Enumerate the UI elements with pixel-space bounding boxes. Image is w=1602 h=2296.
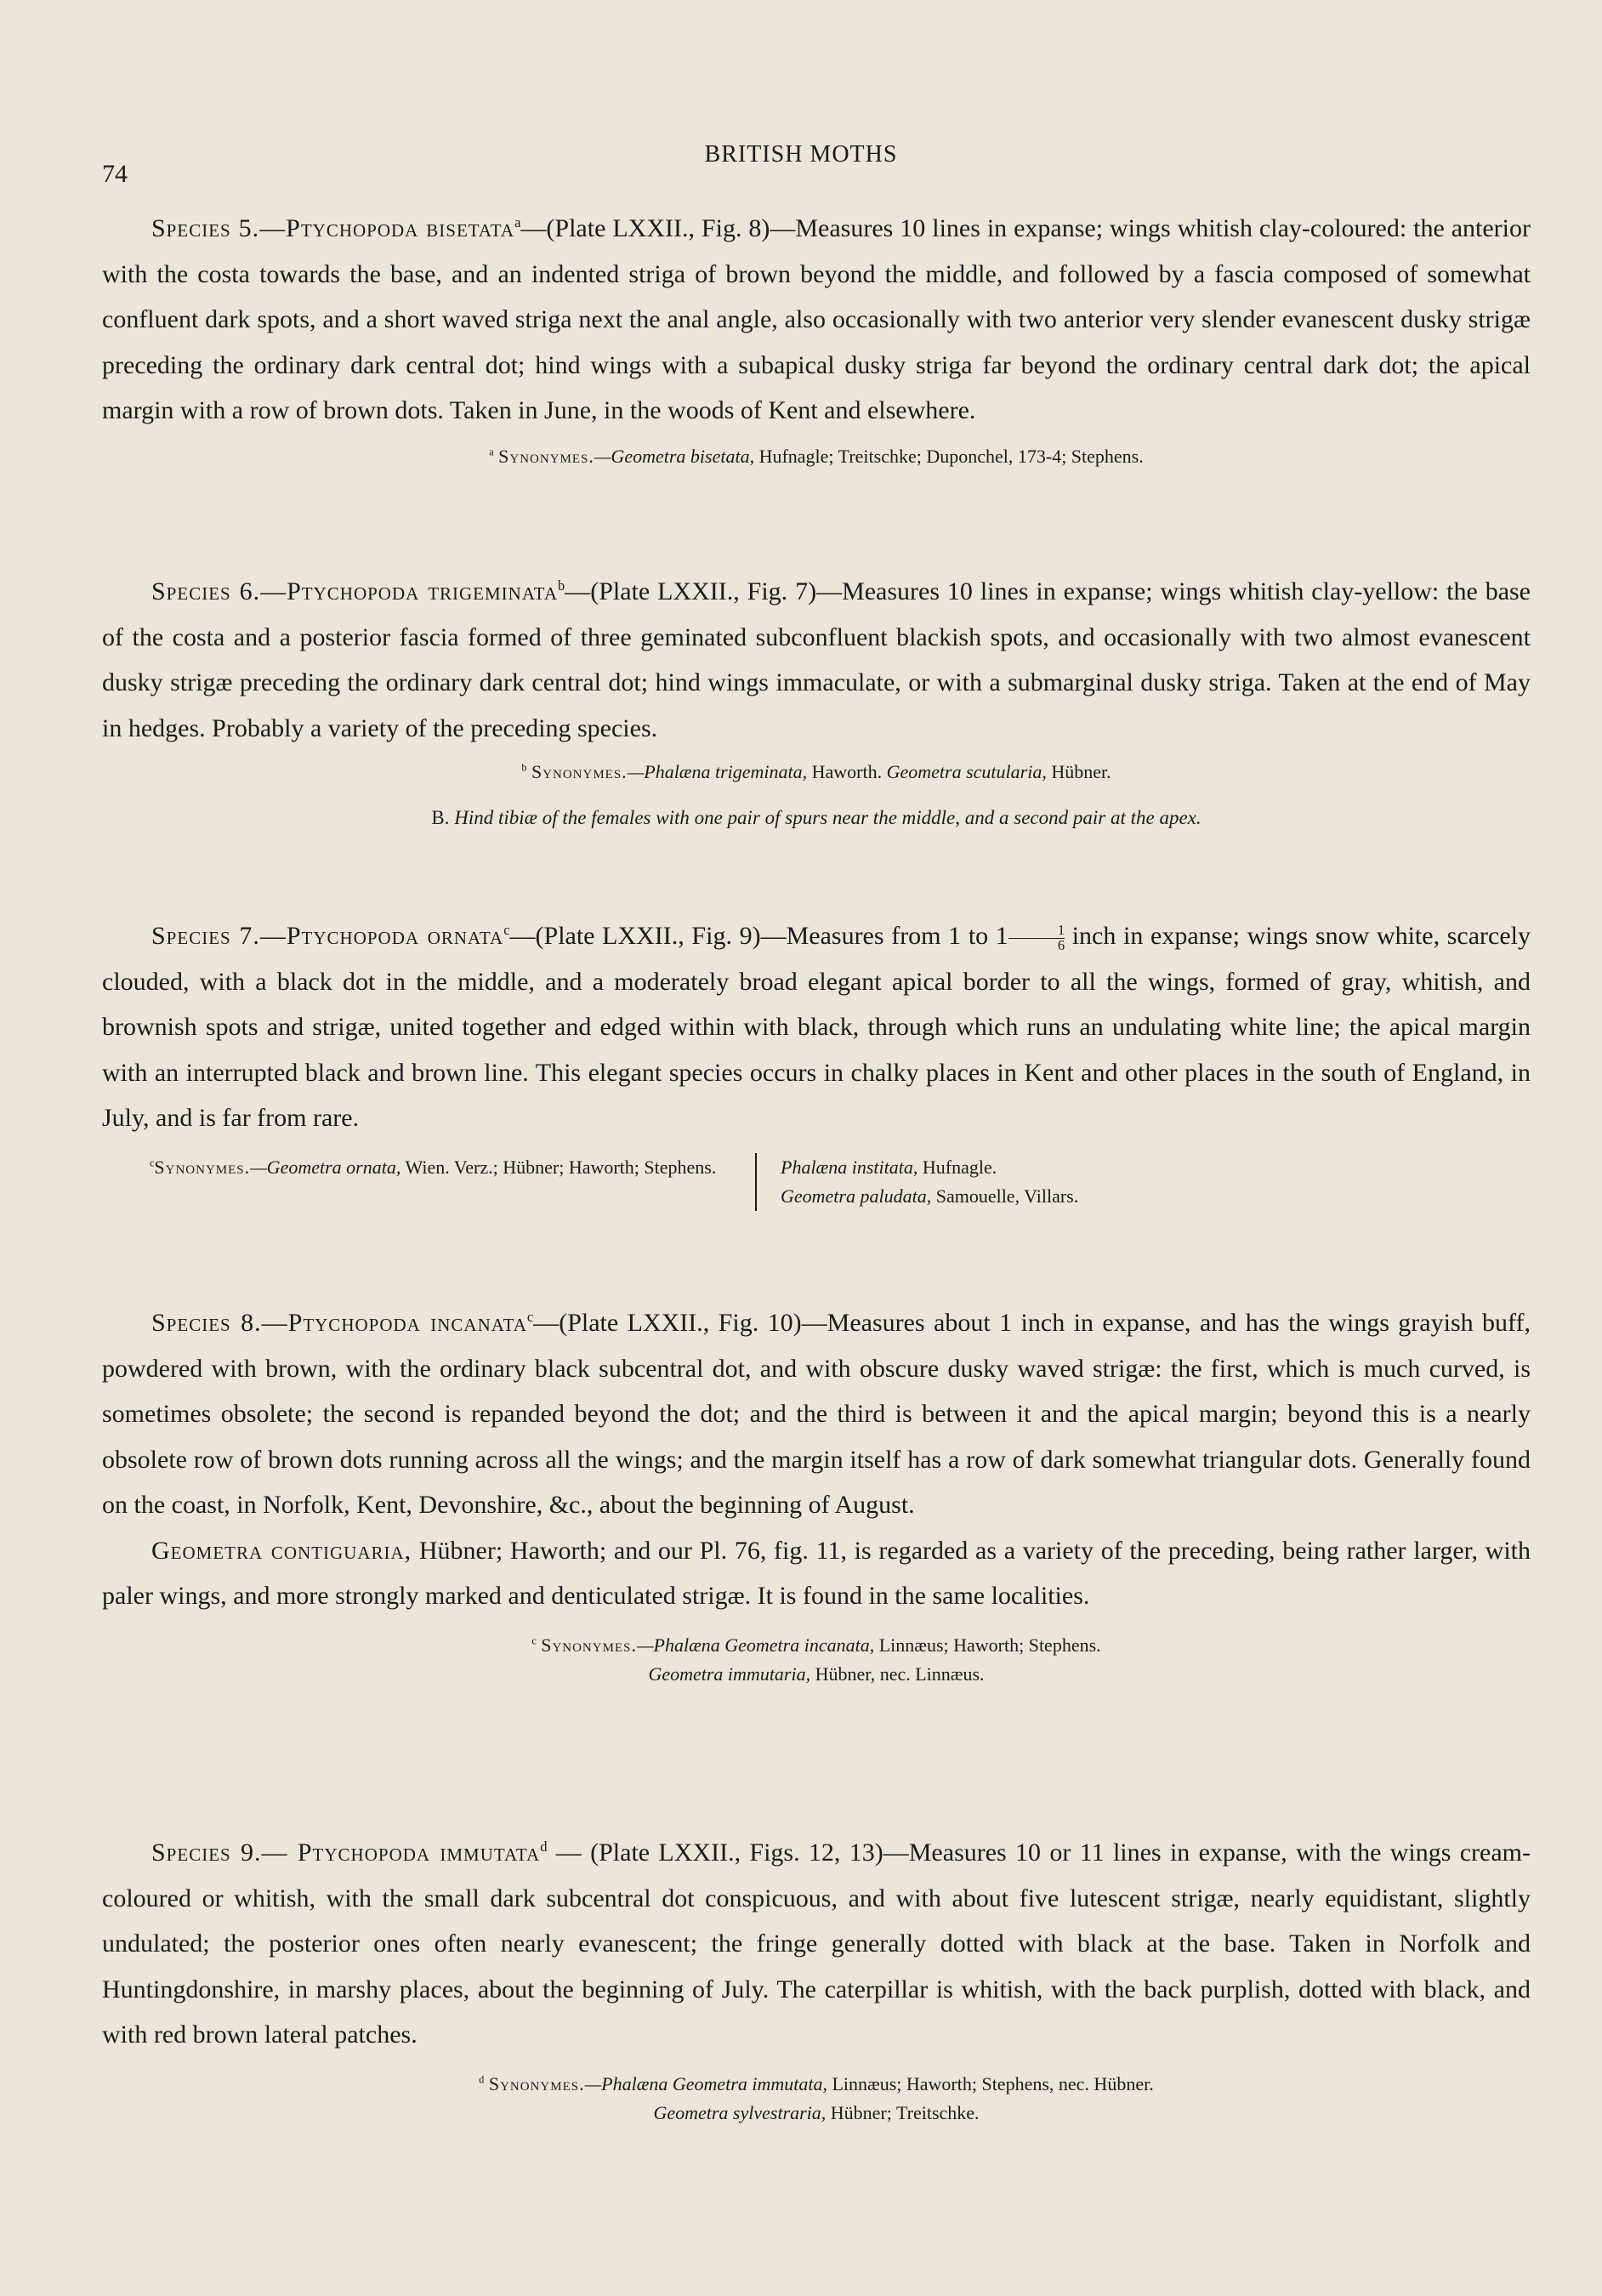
species-9-block xyxy=(102,1830,1531,2128)
page-number: 74 xyxy=(102,160,128,188)
species-5-block xyxy=(102,206,1531,471)
species-6-footnote-mark: b xyxy=(558,577,565,594)
fn-text: Linnæus; Haworth; Stephens. xyxy=(874,1634,1101,1656)
fn-italic: —Phalæna trigeminata, xyxy=(627,761,808,782)
species-6-text: —(Plate LXXII., Fig. 7)—Measures 10 lines in expanse; wings whitish clay-yellow: the base of the costa and a posterior fascia formed of three geminated subconfluent blackish spots, and occasionally with two almost evanescent dusky strigæ preceding the ordinary dark central dot; hind wings immaculate, or with a submarginal dusky striga. Taken at the end of May in hedges. Probably a variety of the preceding species. xyxy=(102,577,1531,742)
species-7-paragraph xyxy=(102,913,1531,1141)
fn-mark: a xyxy=(489,446,494,458)
frac-num: 1 xyxy=(1008,924,1065,939)
section-letter: B. xyxy=(431,807,450,828)
fn-mark: c xyxy=(531,1634,537,1647)
fn-mark: d xyxy=(479,2073,485,2086)
fn-label: Synonymes. xyxy=(154,1156,251,1178)
species-7-text: inch in expanse; wings snow white, scarcely clouded, with a black dot in the middle, and a moderately broad elegant apical border to all the wings, formed of gray, whitish, and brownish spots and strigæ, united together and edged within with black, through which runs an undulating white line; the apical margin with an interrupted black and brown line. This elegant species occurs in chalky places in Kent and other places in the south of England, in July, and is far from rare. xyxy=(102,922,1531,1132)
species-8-block xyxy=(102,1300,1531,1689)
fn-italic: —Phalæna Geometra incanata, xyxy=(636,1634,875,1656)
species-8-variety-paragraph xyxy=(102,1528,1531,1619)
fn-text: Hufnagle. xyxy=(917,1156,997,1178)
species-7-label: Species 7.—Ptychopoda ornata xyxy=(151,922,504,950)
species-9-label: Species 9.— Ptychopoda immutata xyxy=(151,1839,541,1867)
species-8-text: —(Plate LXXII., Fig. 10)—Measures about 1 inch in expanse, and has the wings grayish buff, powdered with brown, with the ordinary black subcentral dot, and with obscure dusky waved strigæ: the first, which is much curved, is sometimes obsolete; the second is repanded beyond the dot; and the third is between it and the apical margin; beyond this is a nearly obsolete row of brown dots running across all the wings; and the margin itself has a row of dark somewhat triangular dots. Generally found on the coast, in Norfolk, Kent, Devonshire, &c., about the beginning of August. xyxy=(102,1309,1531,1519)
species-9-text: — (Plate LXXII., Figs. 12, 13)—Measures 10 or 11 lines in expanse, with the wings cream-coloured or whitish, with the small dark subcentral dot conspicuous, and with about five lutescent strigæ, nearly equidistant, slightly undulated; the posterior ones often nearly evanescent; the fringe generally dotted with black at the base. Taken in Norfolk and Huntingdonshire, in marshy places, about the beginning of July. The caterpillar is whitish, with the back purplish, dotted with black, and with red brown lateral patches. xyxy=(102,1839,1531,2049)
species-9-footnote-mark: d xyxy=(540,1839,548,1855)
fn-text: Wien. Verz.; Hübner; Haworth; Stephens. xyxy=(400,1156,717,1178)
fn-text: Hübner. xyxy=(1046,761,1111,782)
fn-text: Haworth. xyxy=(807,761,887,782)
fn-text: Hübner; Treitschke. xyxy=(826,2101,980,2123)
fn-italic: —Geometra ornata, xyxy=(250,1156,401,1178)
footnote-left xyxy=(102,1153,757,1211)
fn-mark: b xyxy=(521,761,527,774)
fn-italic: —Phalæna Geometra immutata, xyxy=(584,2072,827,2094)
species-5-footnote-mark: a xyxy=(514,214,521,230)
fn-text: Hübner, nec. Linnæus. xyxy=(810,1662,985,1685)
fraction xyxy=(1008,924,1065,952)
species-7-footnote xyxy=(102,1153,1531,1211)
species-8-footnote xyxy=(102,1631,1531,1689)
species-7-footnote-mark: c xyxy=(503,922,510,938)
species-6-paragraph xyxy=(102,569,1531,751)
fn-italic: Geometra immutaria, xyxy=(648,1662,811,1685)
fn-italic: Geometra scutularia, xyxy=(886,761,1047,782)
fn-label: Synonymes. xyxy=(488,2072,585,2094)
species-8-footnote-mark: c xyxy=(526,1309,534,1325)
species-8-label: Species 8.—Ptychopoda incanata xyxy=(151,1309,527,1337)
species-8-paragraph xyxy=(102,1300,1531,1528)
fn-label: Synonymes. xyxy=(531,761,628,782)
footnote-right xyxy=(757,1153,1078,1211)
fn-italic: —Geometra bisetata, xyxy=(594,445,755,467)
species-5-footnote xyxy=(102,442,1531,471)
fn-text: Hufnagle; Treitschke; Duponchel, 173-4; Stephens. xyxy=(754,445,1144,467)
fn-italic: Phalæna institata, xyxy=(781,1156,918,1178)
variety-text: Hübner; Haworth; and our Pl. 76, fig. 11, is regarded as a variety of the preceding, being rather larger, with paler wings, and more strongly marked and denticulated strigæ. It is found in the same localities. xyxy=(102,1536,1531,1610)
species-5-label: Species 5.—Ptychopoda bisetata xyxy=(151,214,515,242)
section-b-heading xyxy=(102,804,1531,833)
species-6-label: Species 6.—Ptychopoda trigeminata xyxy=(151,577,558,605)
variety-label: Geometra contiguaria, xyxy=(151,1536,412,1565)
species-6-footnote xyxy=(102,758,1531,787)
fn-text: Linnæus; Haworth; Stephens, nec. Hübner. xyxy=(827,2072,1154,2094)
species-5-text: —(Plate LXXII., Fig. 8)—Measures 10 lines in expanse; wings whitish clay-coloured: the anterior with the costa towards the base, and an indented striga of brown beyond the middle, and followed by a fascia composed of somewhat confluent dark spots, and a short waved striga next the anal angle, also occasionally with two anterior very slender evanescent dusky strigæ preceding the ordinary dark central dot; hind wings with a subapical dusky striga far beyond the ordinary central dark dot; the apical margin with a row of brown dots. Taken in June, in the woods of Kent and elsewhere. xyxy=(102,214,1531,424)
species-6-block xyxy=(102,569,1531,833)
species-5-paragraph xyxy=(102,206,1531,434)
species-7-text: —(Plate LXXII., Fig. 9)—Measures from 1 to 1 xyxy=(509,922,1008,950)
fn-label: Synonymes. xyxy=(541,1634,637,1656)
running-title: BRITISH MOTHS xyxy=(704,141,898,168)
fn-label: Synonymes. xyxy=(498,445,594,467)
species-9-footnote xyxy=(102,2070,1531,2128)
section-text: Hind tibiæ of the females with one pair of spurs near the middle, and a second pair at the apex. xyxy=(449,807,1202,828)
fn-mark: c xyxy=(150,1157,155,1169)
frac-den: 6 xyxy=(1057,936,1065,953)
fn-text: Samouelle, Villars. xyxy=(931,1185,1079,1207)
fn-italic: Geometra paludata, xyxy=(781,1185,932,1207)
species-9-paragraph xyxy=(102,1830,1531,2058)
fn-italic: Geometra sylvestraria, xyxy=(653,2101,827,2123)
species-7-block xyxy=(102,913,1531,1211)
